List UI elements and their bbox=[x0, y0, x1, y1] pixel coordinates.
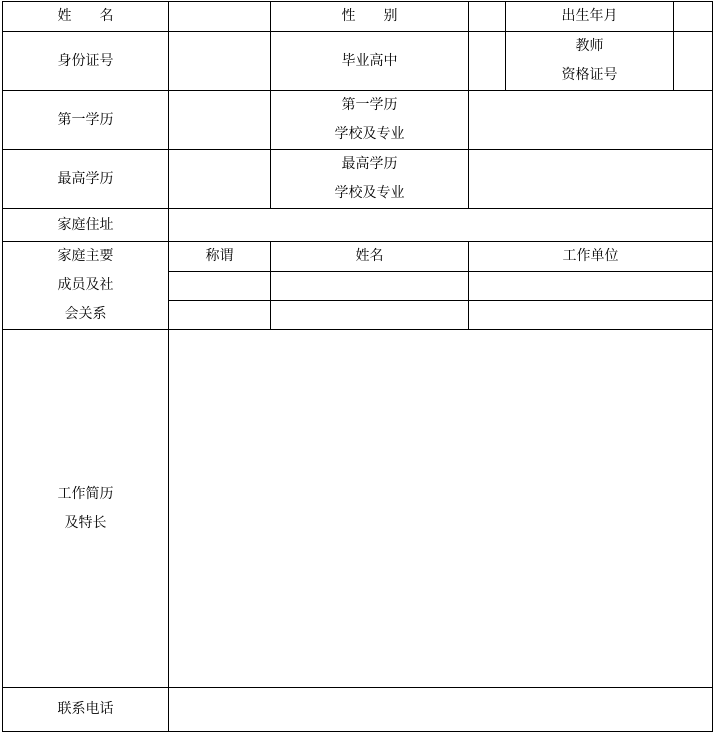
highest-degree-label: 最高学历 bbox=[3, 150, 169, 209]
high-school-label: 毕业高中 bbox=[271, 32, 469, 91]
contact-phone-label: 联系电话 bbox=[3, 688, 169, 732]
teacher-certificate-label-line2: 资格证号 bbox=[561, 67, 618, 83]
family-header-name: 姓名 bbox=[271, 242, 469, 272]
high-school-field[interactable] bbox=[469, 32, 506, 91]
family-header-workplace: 工作单位 bbox=[469, 242, 713, 272]
family-member-workplace-field[interactable] bbox=[469, 272, 713, 301]
name-label bbox=[3, 2, 169, 32]
work-history-label-line1: 工作简历 bbox=[57, 485, 114, 502]
row-work-history bbox=[3, 330, 713, 688]
first-degree-label: 第一学历 bbox=[3, 91, 169, 150]
first-degree-school-label-line1: 第一学历 bbox=[341, 97, 398, 113]
birth-date-field[interactable] bbox=[674, 2, 713, 32]
family-relations-label-line2: 成员及社 bbox=[57, 277, 114, 293]
row-home-address bbox=[3, 209, 713, 242]
row-id-info bbox=[3, 32, 713, 91]
name-label-text: 姓 名 bbox=[57, 8, 114, 24]
teacher-certificate-label bbox=[506, 32, 674, 91]
row-first-degree bbox=[3, 91, 713, 150]
home-address-label: 家庭住址 bbox=[3, 209, 169, 242]
family-member-name-field[interactable] bbox=[271, 272, 469, 301]
first-degree-field[interactable] bbox=[169, 91, 271, 150]
family-relations-label-line3: 会关系 bbox=[64, 306, 107, 322]
name-field[interactable] bbox=[169, 2, 271, 32]
teacher-certificate-field[interactable] bbox=[674, 32, 713, 91]
id-number-label: 身份证号 bbox=[3, 32, 169, 91]
family-member-relation-field[interactable] bbox=[169, 301, 271, 330]
highest-degree-school-label-line1: 最高学历 bbox=[341, 156, 398, 172]
family-member-workplace-field[interactable] bbox=[469, 301, 713, 330]
highest-degree-school-label bbox=[271, 150, 469, 209]
family-relations-label bbox=[3, 242, 169, 330]
birth-date-label: 出生年月 bbox=[506, 2, 674, 32]
first-degree-school-field[interactable] bbox=[469, 91, 713, 150]
work-history-field[interactable] bbox=[169, 330, 713, 688]
first-degree-school-label-line2: 学校及专业 bbox=[334, 126, 405, 142]
work-history-label bbox=[3, 330, 169, 688]
contact-phone-field[interactable] bbox=[169, 688, 713, 732]
row-highest-degree bbox=[3, 150, 713, 209]
highest-degree-field[interactable] bbox=[169, 150, 271, 209]
teacher-certificate-label-line1: 教师 bbox=[575, 38, 604, 54]
home-address-field[interactable] bbox=[169, 209, 713, 242]
family-relations-label-line1: 家庭主要 bbox=[57, 248, 114, 264]
family-member-name-field[interactable] bbox=[271, 301, 469, 330]
application-form-table bbox=[2, 1, 713, 732]
gender-label-text: 性 别 bbox=[341, 8, 398, 24]
work-history-label-line2: 及特长 bbox=[64, 514, 107, 531]
family-header-relation: 称谓 bbox=[169, 242, 271, 272]
id-number-field[interactable] bbox=[169, 32, 271, 91]
highest-degree-school-field[interactable] bbox=[469, 150, 713, 209]
highest-degree-school-label-line2: 学校及专业 bbox=[334, 185, 405, 201]
row-contact-phone bbox=[3, 688, 713, 732]
gender-field[interactable] bbox=[469, 2, 506, 32]
first-degree-school-label bbox=[271, 91, 469, 150]
row-basic-info bbox=[3, 2, 713, 32]
gender-label bbox=[271, 2, 469, 32]
family-header-row bbox=[3, 242, 713, 272]
family-member-relation-field[interactable] bbox=[169, 272, 271, 301]
